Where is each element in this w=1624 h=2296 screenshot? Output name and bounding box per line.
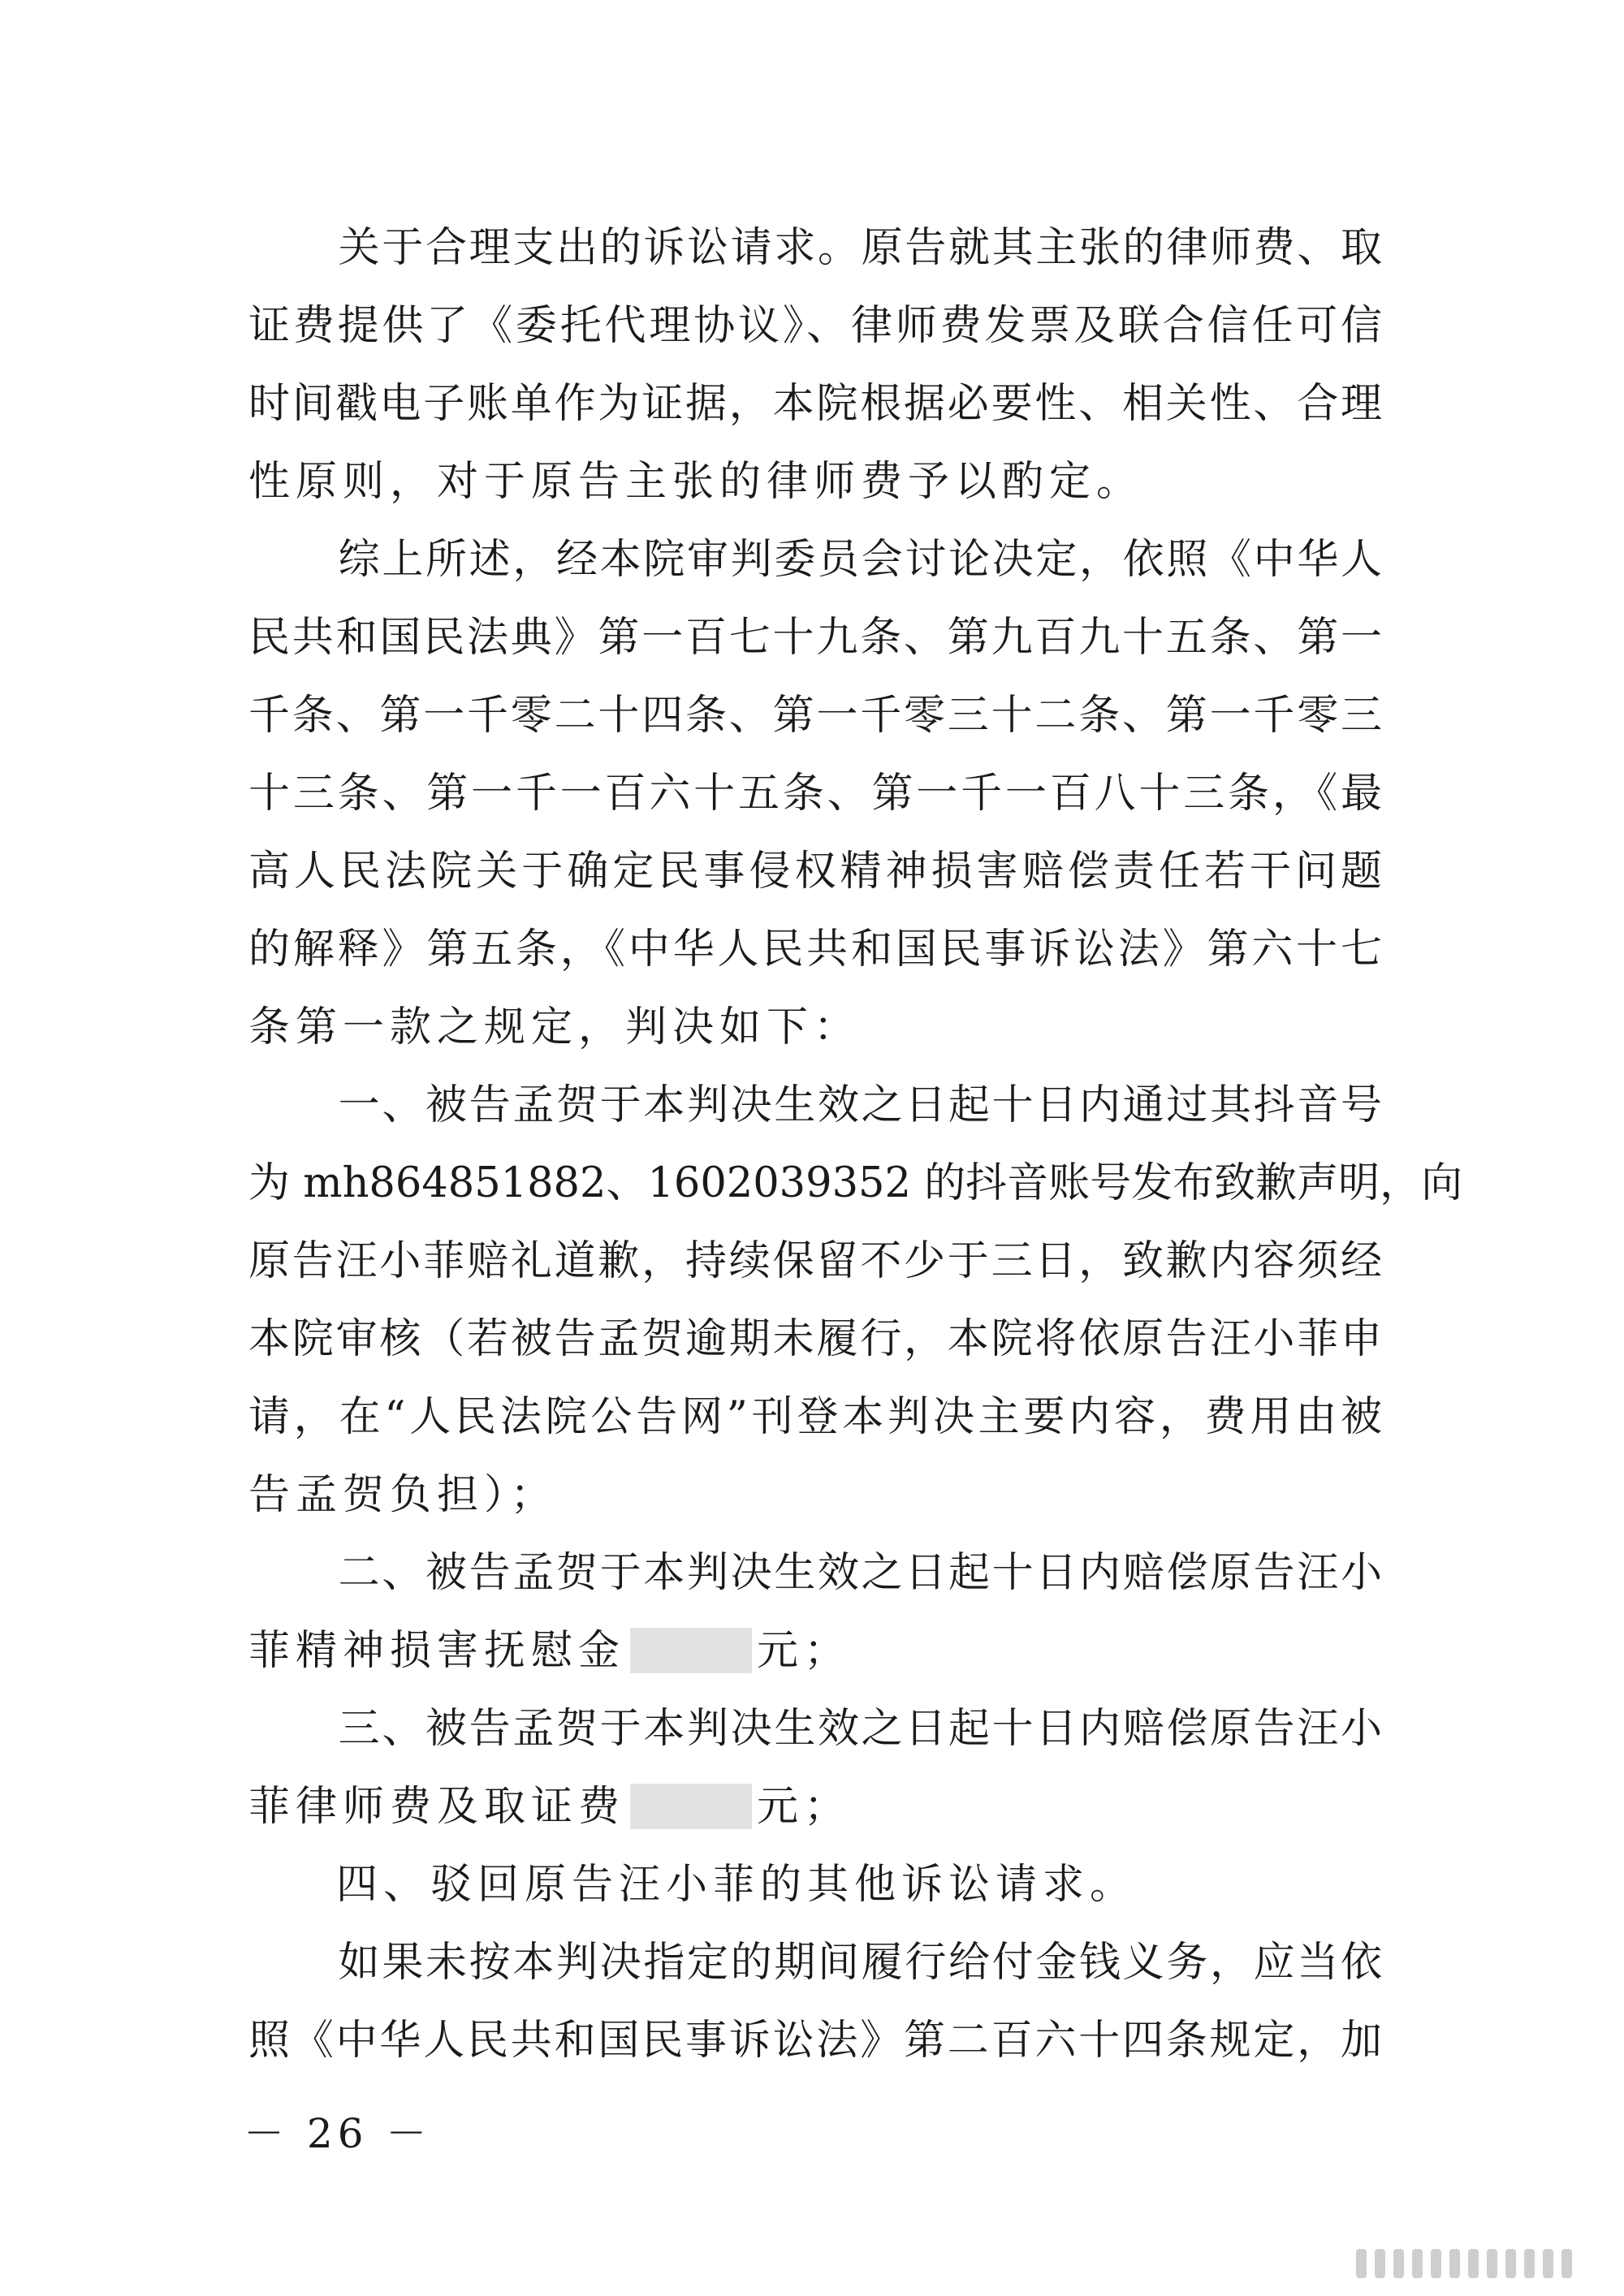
text-line: 民共和国民法典》第一百七十九条、第九百九十五条、第一 (248, 614, 1382, 662)
text-line: 高人民法院关于确定民事侵权精神损害赔偿责任若干问题 (248, 848, 1382, 896)
text-line: 十三条、第一千一百六十五条、第一千一百八十三条，《最 (248, 770, 1382, 818)
text-line: 为 mh864851882、1602039352 的抖音账号发布致歉声明，向 (248, 1159, 1463, 1207)
judgment-item-1: 一、被告孟贺于本判决生效之日起十日内通过其抖音号 (336, 1081, 1382, 1129)
redacted-amount (630, 1628, 752, 1673)
text-line: 如果未按本判决指定的期间履行给付金钱义务，应当依 (336, 1939, 1382, 1987)
text-line: 照《中华人民共和国民事诉讼法》第二百六十四条规定，加 (248, 2017, 1382, 2065)
text-line: 原告汪小菲赔礼道歉，持续保留不少于三日，致歉内容须经 (248, 1237, 1382, 1285)
text-line: 告孟贺负担）； (248, 1471, 558, 1519)
text-line: 的解释》第五条，《中华人民共和国民事诉讼法》第六十七 (248, 926, 1382, 973)
judgment-text (248, 209, 1463, 2080)
text-line: 证费提供了《委托代理协议》、律师费发票及联合信任可信 (248, 302, 1382, 350)
judgment-item-2: 二、被告孟贺于本判决生效之日起十日内赔偿原告汪小 (336, 1549, 1382, 1597)
text-line: 千条、第一千零二十四条、第一千零三十二条、第一千零三 (248, 692, 1382, 740)
judgment-item-3: 三、被告孟贺于本判决生效之日起十日内赔偿原告汪小 (336, 1705, 1382, 1753)
page-number: － 26 － (244, 2110, 432, 2157)
text-line: 综上所述，经本院审判委员会讨论决定，依照《中华人 (336, 536, 1382, 584)
text-line: 请，在“人民法院公告网”刊登本判决主要内容，费用由被 (248, 1393, 1382, 1441)
judgment-item-4: 四、驳回原告汪小菲的其他诉讼请求。 (336, 1861, 1138, 1909)
watermark-bars (1356, 2249, 1572, 2278)
text-line: 关于合理支出的诉讼请求。原告就其主张的律师费、取 (336, 224, 1382, 272)
text-line: 菲精神损害抚慰金 元； (248, 1627, 852, 1675)
text-line: 菲律师费及取证费 元； (248, 1783, 852, 1831)
text-line: 条第一款之规定，判决如下： (248, 1003, 862, 1051)
text-line: 本院审核（若被告孟贺逾期未履行，本院将依原告汪小菲申 (248, 1315, 1382, 1363)
redacted-amount (630, 1784, 752, 1829)
text-line: 时间戳电子账单作为证据，本院根据必要性、相关性、合理 (248, 380, 1382, 428)
text-line: 性原则，对于原告主张的律师费予以酌定。 (248, 458, 1144, 506)
